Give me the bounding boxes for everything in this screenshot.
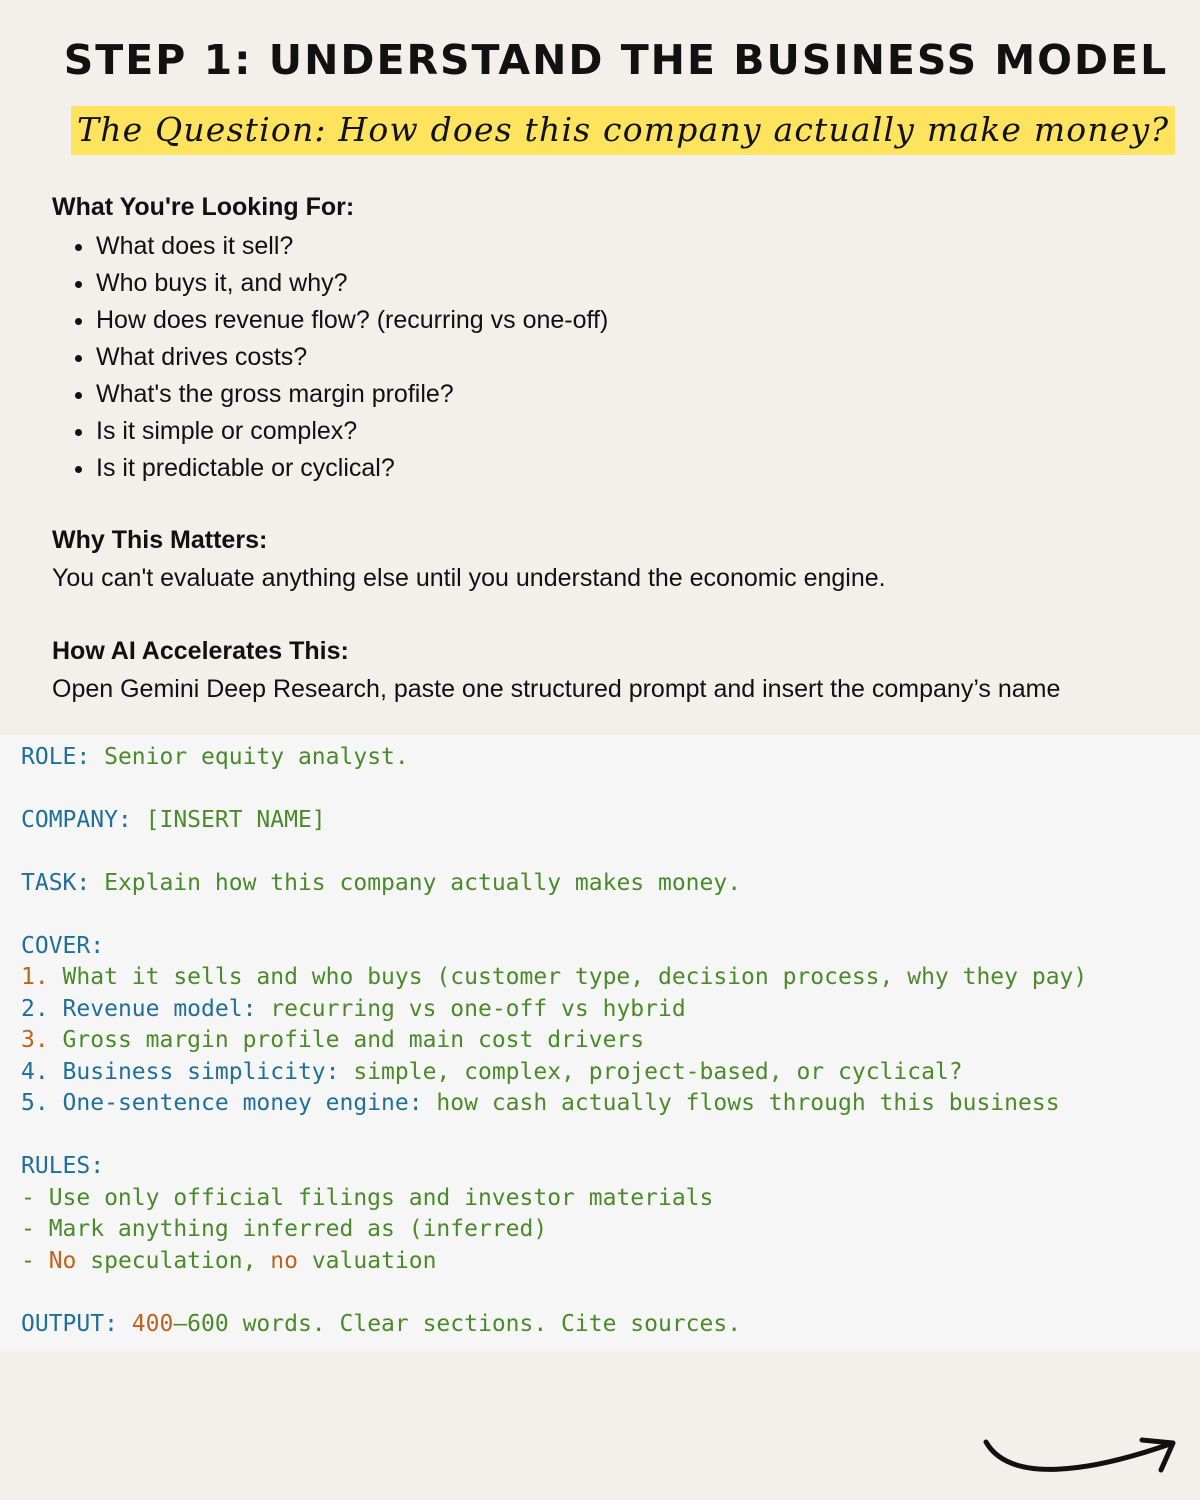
rule-text: - Mark anything inferred as (inferred) bbox=[21, 1216, 548, 1242]
task-line bbox=[21, 869, 741, 897]
rule-text: speculation, bbox=[76, 1248, 271, 1274]
cover-item bbox=[21, 1058, 963, 1086]
rules-line bbox=[21, 1152, 104, 1180]
ai-section bbox=[52, 636, 1060, 704]
list-item: • What drives costs? bbox=[96, 339, 608, 376]
looking-for-heading: What You're Looking For: bbox=[52, 193, 355, 221]
question-banner bbox=[71, 106, 1175, 155]
output-number: 400 bbox=[117, 1311, 174, 1337]
output-text: –600 words. Clear sections. Cite sources. bbox=[173, 1311, 742, 1337]
role-line bbox=[21, 743, 409, 771]
role-value: Senior equity analyst. bbox=[90, 744, 409, 770]
looking-for-list bbox=[52, 228, 608, 487]
rule-item bbox=[21, 1215, 547, 1243]
rule-item bbox=[21, 1247, 436, 1275]
rule-keyword: no bbox=[270, 1248, 298, 1274]
cover-item-text: how cash actually flows through this business bbox=[422, 1090, 1060, 1116]
cover-item bbox=[21, 995, 686, 1023]
cover-item-key: Business simplicity: bbox=[48, 1059, 340, 1085]
task-value: Explain how this company actually makes money. bbox=[90, 870, 742, 896]
company-key: COMPANY: bbox=[21, 807, 132, 833]
ai-heading: How AI Accelerates This: bbox=[52, 637, 349, 665]
prompt-code-block bbox=[0, 735, 1200, 1351]
role-key: ROLE: bbox=[21, 744, 91, 770]
company-line bbox=[21, 806, 326, 834]
cover-item-text: What it sells and who buys (customer type, decision process, why they pay) bbox=[48, 964, 1088, 990]
cover-item-text: simple, complex, project-based, or cyclical? bbox=[339, 1059, 963, 1085]
ai-text: Open Gemini Deep Research, paste one structured prompt and insert the company’s name bbox=[52, 675, 1061, 703]
list-item: • Who buys it, and why? bbox=[96, 265, 608, 302]
list-item: • What does it sell? bbox=[96, 228, 608, 265]
cover-item-text: recurring vs one-off vs hybrid bbox=[256, 996, 686, 1022]
rule-dash: - bbox=[21, 1248, 49, 1274]
question-text: The Question: How does this company actually make money? bbox=[71, 106, 1175, 155]
list-item: • What's the gross margin profile? bbox=[96, 376, 608, 413]
output-line bbox=[21, 1310, 741, 1338]
page-title: STEP 1: UNDERSTAND THE BUSINESS MODEL bbox=[63, 36, 1169, 84]
rule-item bbox=[21, 1184, 713, 1212]
swipe-arrow-icon bbox=[980, 1432, 1180, 1492]
task-key: TASK: bbox=[21, 870, 91, 896]
cover-item-number: 4. bbox=[21, 1059, 49, 1085]
cover-item bbox=[21, 1026, 644, 1054]
rule-keyword: No bbox=[48, 1248, 77, 1274]
rules-key: RULES: bbox=[21, 1153, 105, 1179]
cover-line bbox=[21, 932, 104, 960]
cover-item bbox=[21, 1089, 1060, 1117]
cover-item-key: One-sentence money engine: bbox=[48, 1090, 423, 1116]
output-key: OUTPUT: bbox=[21, 1311, 118, 1337]
why-text: You can't evaluate anything else until you understand the economic engine. bbox=[52, 564, 886, 592]
cover-item-key: Revenue model: bbox=[48, 996, 257, 1022]
rule-text: valuation bbox=[297, 1248, 437, 1274]
cover-key: COVER: bbox=[21, 933, 105, 959]
list-item: • Is it predictable or cyclical? bbox=[96, 450, 608, 487]
list-item: • How does revenue flow? (recurring vs one-off) bbox=[96, 302, 608, 339]
list-item: • Is it simple or complex? bbox=[96, 413, 608, 450]
cover-item-number: 5. bbox=[21, 1090, 49, 1116]
cover-item bbox=[21, 963, 1087, 991]
cover-item-number: 3. bbox=[21, 1027, 49, 1053]
company-value: [INSERT NAME] bbox=[131, 807, 326, 833]
why-heading: Why This Matters: bbox=[52, 526, 268, 554]
cover-item-text: Gross margin profile and main cost drivers bbox=[48, 1027, 645, 1053]
cover-item-number: 1. bbox=[21, 964, 49, 990]
looking-for-section bbox=[52, 192, 608, 487]
rule-text: - Use only official filings and investor materials bbox=[21, 1185, 714, 1211]
why-section bbox=[52, 525, 886, 593]
cover-item-number: 2. bbox=[21, 996, 49, 1022]
